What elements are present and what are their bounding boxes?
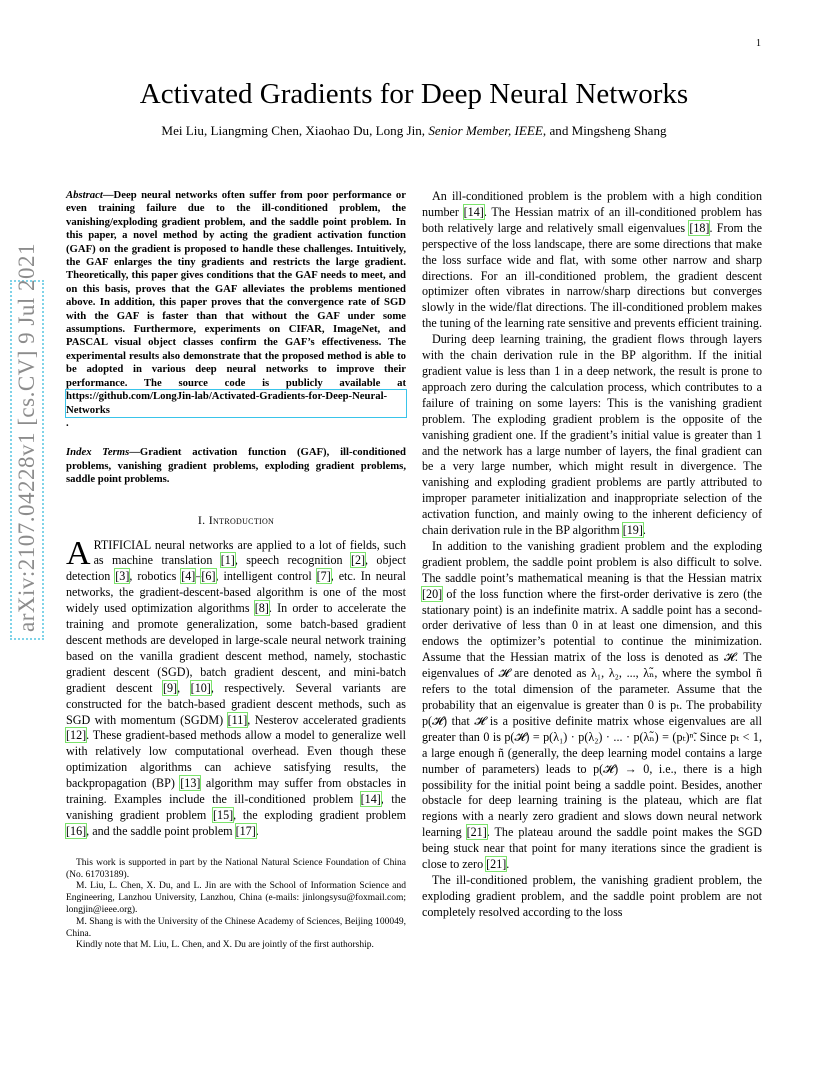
citation-link[interactable]: [3] bbox=[115, 569, 130, 584]
citation-link[interactable]: [15] bbox=[213, 807, 234, 822]
body-text-run: RTIFICIAL neural networks are applied to a lot of fields, such as machine translation bbox=[93, 537, 406, 568]
body-text-run: , robotics bbox=[129, 569, 182, 584]
body-text-run: , bbox=[177, 680, 191, 695]
citation-link[interactable]: [21] bbox=[486, 857, 507, 872]
body-text-run: , etc. In neural networks, the gradient-descent-based algorithm is one of the most widely used optimization algorithms bbox=[66, 569, 406, 616]
section-heading: I. Introduction bbox=[197, 512, 275, 527]
author-names: Mei Liu, Liangming Chen, Xiaohao Du, Long Jin, bbox=[161, 123, 426, 138]
intro-paragraph bbox=[66, 534, 407, 840]
citation-link[interactable]: [8] bbox=[254, 601, 269, 616]
body-text-run: , the exploding gradient problem bbox=[233, 807, 407, 822]
citation-link[interactable]: [16] bbox=[66, 823, 87, 838]
page-number: 1 bbox=[756, 38, 761, 49]
abstract-end: . bbox=[66, 416, 69, 429]
citation-link[interactable]: [19] bbox=[622, 523, 643, 538]
body-paragraph bbox=[422, 189, 762, 332]
citation-link[interactable]: [21] bbox=[466, 825, 487, 840]
citation-link[interactable]: [13] bbox=[180, 776, 201, 791]
body-text-run: of the loss function where the first-order derivative is zero (the stationary point) is an indefinite matrix. A saddle point has a second-order derivative of less than 0 in at least one dimension, and this endows the optimizer’s potential to continue the minimization. Assume that the Hessian matrix of the loss is denoted as 𝓗. The eigenvalues of 𝓗 are denoted as λ₁, λ₂, ..., λₙ̃, where the symbol ñ refers to the total dimension of the parameter. Assume that the probability that an eigenvalue is greater than 0 is pₜ. The probability p(𝓗) that 𝓗 is a positive definite matrix whose eigenvalues are all greater than 0 is p(𝓗) = p(λ₁) · p(λ₂) · ... · p(λₙ̃) = (pₜ)ⁿ̃. Since pₜ < 1, a large enough ñ (generally, the deep learning model contains a large number of parameters) leads to p(𝓗) → 0, i.e., there is a high possibility for the initial point being a saddle point. Besides, another obstacle for deep learning training is the plateau, which are flat regions with a nearly zero gradient and slows down neural network learning bbox=[422, 586, 762, 840]
citation-link[interactable]: [10] bbox=[190, 680, 211, 695]
citation-link[interactable]: [2] bbox=[350, 553, 366, 568]
body-paragraph bbox=[422, 332, 762, 539]
footnote: This work is supported in part by the National Natural Science Foundation of China (No. 61703189). bbox=[66, 857, 406, 880]
source-code-link[interactable]: https://github.com/LongJin-lab/Activated-Gradients-for-Deep-Neural-Networks bbox=[66, 390, 406, 417]
citation-link[interactable]: [6] bbox=[201, 569, 216, 584]
body-text-run: An ill-conditioned problem is the problem with a high condition number bbox=[422, 189, 762, 219]
body-text-run: , and the saddle point problem bbox=[86, 823, 236, 838]
body-paragraph bbox=[422, 539, 762, 873]
body-text-run: – bbox=[195, 569, 202, 584]
body-text-run: , speech recognition bbox=[234, 553, 351, 568]
citation-link[interactable]: [7] bbox=[316, 569, 331, 584]
index-terms bbox=[66, 446, 406, 486]
body-text-run: . bbox=[255, 823, 259, 838]
author-list bbox=[60, 123, 768, 139]
index-terms-lead: Index Terms bbox=[66, 446, 130, 459]
citation-link[interactable]: [11] bbox=[227, 712, 248, 727]
abstract-lead: Abstract bbox=[66, 189, 103, 201]
abstract-text: —Deep neural networks often suffer from poor performance or even training failure due to the ill-conditioned problem, the vanishing/exploding gradient problem, and the saddle point problem. In this paper, a novel method by acting the gradient activation function (GAF) on the gradient is proposed to handle these challenges. Intuitively, the GAF enlarges the tiny gradients and restricts the large gradient. Theoretically, this paper gives conditions that the GAF needs to meet, and on this basis, proves that the GAF alleviates the problems mentioned above. In addition, this paper proves that the convergence rate of SGD with the GAF is faster than that without the GAF under some assumptions. Furthermore, experiments on CIFAR, ImageNet, and PASCAL visual object classes confirm the GAF’s effectiveness. The experimental results also demonstrate that the proposed method is able to be adopted in various deep neural networks to improve their performance. The source code is publicly available at bbox=[66, 189, 406, 389]
drop-cap: A bbox=[66, 534, 91, 572]
body-text-run: , intelligent control bbox=[215, 569, 317, 584]
arxiv-stamp[interactable]: arXiv:2107.04228v1 [cs.CV] 9 Jul 2021 bbox=[10, 280, 44, 640]
footnotes bbox=[66, 858, 406, 952]
citation-link[interactable]: [9] bbox=[162, 680, 178, 695]
body-text-run: . The Hessian matrix of an ill-conditioned problem has both relatively large and relatively small eigenvalues bbox=[422, 204, 762, 235]
citation-link[interactable]: [1] bbox=[220, 553, 235, 568]
body-text-run: , object detection bbox=[66, 553, 406, 584]
body-text-run: The ill-conditioned problem, the vanishing gradient problem, the exploding gradient problem, and the saddle point problem are not completely resolved according to the loss bbox=[422, 872, 762, 919]
body-text-run: . These gradient-based methods allow a model to generalize well with relatively low computational overhead. Even though these optimization algorithms can achieve satisfying results, the backpropagation (BP) bbox=[66, 728, 406, 791]
abstract bbox=[66, 189, 406, 430]
body-paragraph bbox=[422, 873, 762, 921]
body-text-run: In addition to the vanishing gradient problem and the exploding gradient problem, the saddle point problem is also difficult to solve. The saddle point’s mathematical meaning is that the Hessian matrix bbox=[422, 538, 762, 585]
footnote: M. Shang is with the University of the Chinese Academy of Sciences, Beijing 100049, China. bbox=[66, 916, 406, 939]
body-text-run: , Nesterov accelerated gradients bbox=[247, 712, 406, 727]
citation-link[interactable]: [12] bbox=[66, 728, 87, 743]
body-text-run: . bbox=[642, 523, 646, 538]
index-terms-text: —Gradient activation function (GAF), ill-conditioned problems, vanishing gradient problems, exploding gradient problems, saddle point problems. bbox=[66, 446, 406, 486]
left-column bbox=[66, 189, 406, 952]
paper-title: Activated Gradients for Deep Neural Networks bbox=[139, 78, 689, 110]
right-column bbox=[422, 189, 762, 921]
author-tail: , and Mingsheng Shang bbox=[542, 123, 667, 138]
body-text-run: algorithm may suffer from obstacles in training. Examples include the ill-conditioned problem bbox=[66, 776, 406, 807]
body-text-run: . bbox=[506, 857, 510, 872]
author-role: Senior Member, IEEE bbox=[428, 123, 543, 138]
citation-link[interactable]: [20] bbox=[422, 586, 443, 601]
body-text-run: During deep learning training, the gradient flows through layers with the chain derivation rule in the BP algorithm. If the initial gradient value is less than 1 in a deep network, the result is prone to approach zero during the calculation process, which contributes to a failure of training on some layers: This is the vanishing gradient problem. The exploding gradient problem is the opposite of the vanishing gradient one. If the gradient’s initial value is greater than 1 and the network has a large number of layers, the final gradient can be a very large number, which might result in divergence. The vanishing and exploding gradient problems are partly attributed to improper parameter initialization and inappropriate selection of the activation function, and mainly owing to the inherent deficiency of chain derivation rule in the BP algorithm bbox=[422, 332, 762, 538]
intro-paragraph-body bbox=[66, 534, 407, 838]
citation-link[interactable]: [14] bbox=[463, 204, 484, 219]
citation-link[interactable]: [14] bbox=[360, 792, 381, 807]
body-text-run: , respectively. Several variants are constructed for the batch-based gradient descent methods, such as SGD with momentum (SGDM) bbox=[66, 680, 407, 727]
citation-link[interactable]: [17] bbox=[235, 823, 256, 838]
footnote: M. Liu, L. Chen, X. Du, and L. Jin are with the School of Information Science and Engineering, Lanzhou University, Lanzhou, China (e-mails: jinlongsysu@foxmail.com; longjin@ieee.org). bbox=[66, 881, 406, 915]
body-text-run: . In order to accelerate the training and promote generalization, some batch-based gradient descent methods are developed in large-scale neural network training based on the vanilla gradient descent method, namely, stochastic gradient descent (SGD), batch gradient descent, and mini-batch gradient descent bbox=[66, 601, 406, 695]
citation-link[interactable]: [4] bbox=[181, 569, 196, 584]
body-text-run: , the vanishing gradient problem bbox=[66, 792, 406, 822]
footnote: Kindly note that M. Liu, L. Chen, and X. Du are jointly of the first authorship. bbox=[76, 940, 374, 951]
body-text-run: . The plateau around the saddle point makes the SGD being stuck near that point for many iterations since the gradient is close to zero bbox=[422, 825, 762, 872]
body-text-run: . From the perspective of the loss landscape, there are some directions that make the loss surface wide and flat, with some other narrow and sharp directions. For an ill-conditioned problem, the gradient descent optimizer often vibrates in narrow/sharp directions but converges slowly in the wide/flat directions. The ill-conditioned problem makes the tuning of the learning rate sensitive and prevents efficient training. bbox=[422, 220, 762, 331]
citation-link[interactable]: [18] bbox=[689, 220, 710, 235]
